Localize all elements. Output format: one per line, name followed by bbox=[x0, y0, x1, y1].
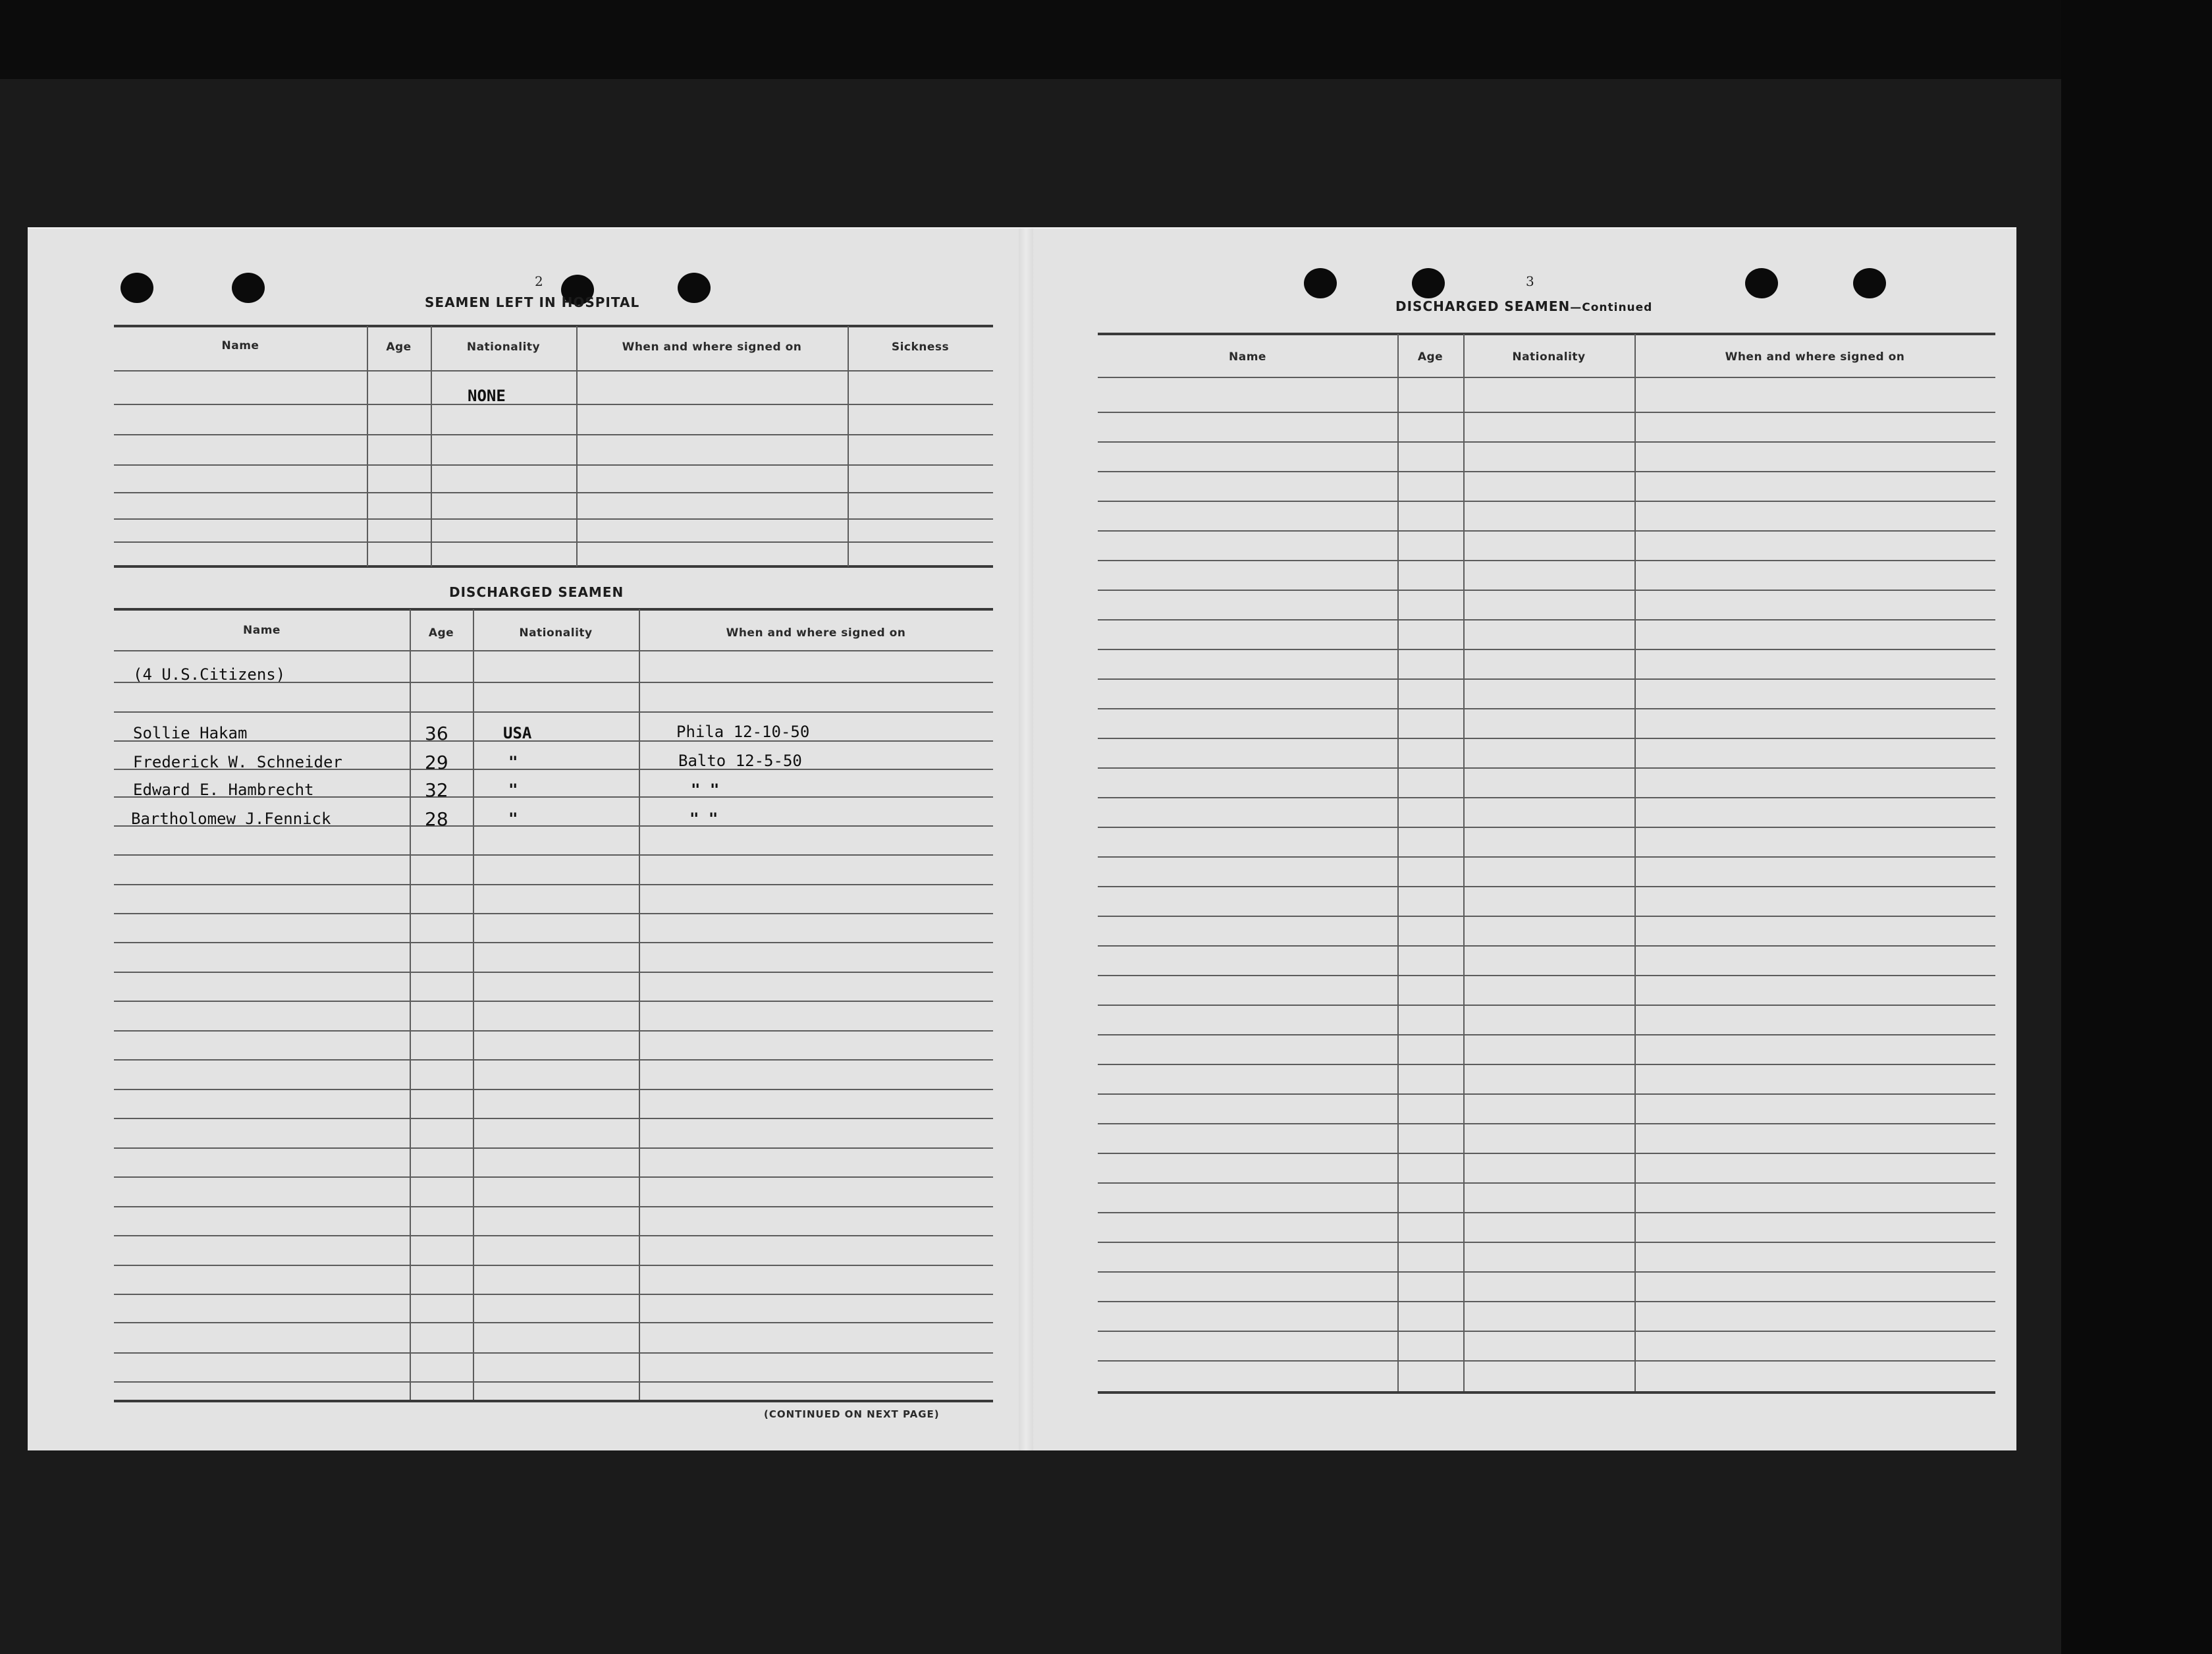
column-header-signed-on: When and where signed on bbox=[1725, 350, 1905, 364]
seaman-name: Edward E. Hambrecht bbox=[133, 781, 314, 799]
punch-hole bbox=[1745, 268, 1778, 298]
punch-hole bbox=[121, 273, 153, 303]
seaman-age: 36 bbox=[425, 723, 448, 744]
hospital-entry: NONE bbox=[468, 387, 506, 405]
discharged-section-title: DISCHARGED SEAMEN bbox=[449, 584, 624, 600]
punch-hole bbox=[678, 273, 711, 303]
column-header-age: Age bbox=[1417, 350, 1443, 364]
page-number: 3 bbox=[1526, 273, 1534, 289]
group-note: (4 U.S.Citizens) bbox=[133, 665, 286, 684]
punch-hole bbox=[1304, 268, 1337, 298]
seaman-age: 32 bbox=[425, 779, 448, 801]
column-header-name: Name bbox=[221, 339, 259, 352]
seaman-name: Frederick W. Schneider bbox=[133, 753, 342, 771]
column-header-nationality: Nationality bbox=[1512, 350, 1586, 364]
punch-hole bbox=[1412, 268, 1445, 298]
punch-hole bbox=[1853, 268, 1886, 298]
scan-border-right bbox=[2061, 0, 2212, 1654]
column-header-nationality: Nationality bbox=[519, 626, 593, 640]
column-header-signed-on: When and where signed on bbox=[622, 341, 802, 354]
seaman-signed-on: Phila 12-10-50 bbox=[676, 723, 810, 741]
document-sheet bbox=[28, 227, 2016, 1450]
seaman-name: Sollie Hakam bbox=[133, 724, 248, 742]
column-header-name: Name bbox=[1229, 350, 1266, 364]
seaman-nationality: USA bbox=[503, 724, 532, 742]
column-header-age: Age bbox=[428, 626, 454, 640]
seaman-signed-on: " " bbox=[689, 810, 718, 828]
seaman-signed-on: " " bbox=[691, 781, 720, 799]
continued-footer: (CONTINUED ON NEXT PAGE) bbox=[764, 1408, 940, 1420]
hospital-section-title: SEAMEN LEFT IN HOSPITAL bbox=[425, 294, 640, 310]
column-header-name: Name bbox=[243, 624, 281, 637]
seaman-nationality: " bbox=[508, 810, 518, 828]
seaman-signed-on: Balto 12-5-50 bbox=[678, 752, 802, 770]
column-header-nationality: Nationality bbox=[466, 341, 541, 354]
seaman-nationality: " bbox=[508, 781, 518, 799]
scan-border-top bbox=[0, 0, 2212, 79]
punch-hole bbox=[232, 273, 265, 303]
page-number: 2 bbox=[535, 273, 543, 289]
page-fold bbox=[1019, 229, 1033, 1450]
column-header-sickness: Sickness bbox=[891, 341, 950, 354]
column-header-age: Age bbox=[386, 341, 412, 354]
seaman-name: Bartholomew J.Fennick bbox=[131, 810, 331, 828]
seaman-age: 29 bbox=[425, 752, 448, 773]
discharged-continued-title: DISCHARGED SEAMEN—Continued bbox=[1395, 298, 1653, 314]
seaman-age: 28 bbox=[425, 808, 448, 830]
seaman-nationality: " bbox=[508, 753, 518, 771]
column-header-signed-on: When and where signed on bbox=[726, 626, 906, 640]
